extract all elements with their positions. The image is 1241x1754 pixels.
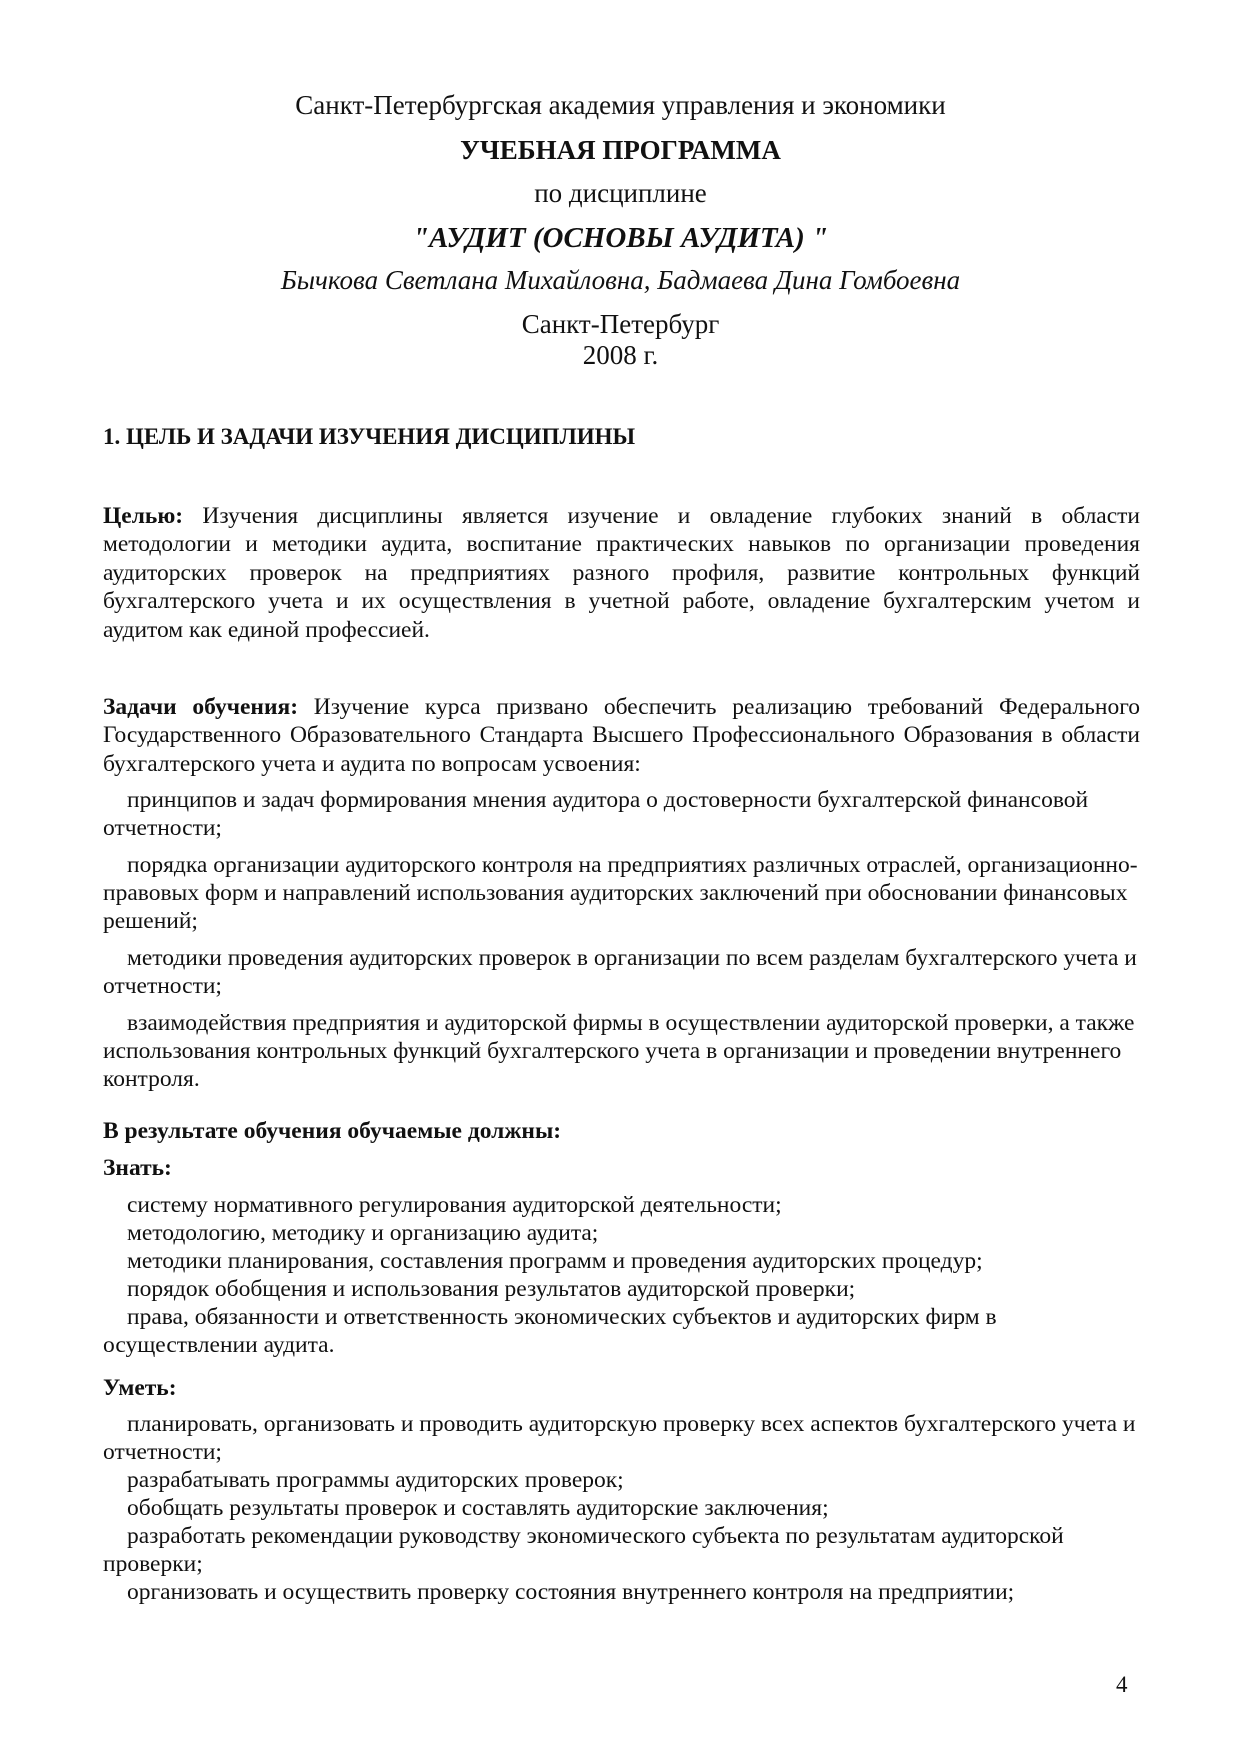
program-title: УЧЕБНАЯ ПРОГРАММА (460, 135, 781, 165)
list-item: систему нормативного регулирования аудиторской деятельности; (127, 1192, 782, 1218)
page-number: 4 (1116, 1672, 1128, 1697)
list-item: планировать, организовать и проводить аудиторскую проверку всех аспектов бухгалтерского учета и отчетности; (103, 1411, 1136, 1465)
goal-paragraph (103, 502, 1140, 644)
list-item: разработать рекомендации руководству экономического субъекта по результатам аудиторской проверки; (103, 1523, 1064, 1577)
list-item: взаимодействия предприятия и аудиторской фирмы в осуществлении аудиторской проверки, а также использования контрольных функций бухгалтерского учета в организации и проведении внутреннего контроля. (103, 1010, 1135, 1092)
institution-name: Санкт-Петербургская академия управления и экономики (295, 90, 946, 120)
section-heading: 1. ЦЕЛЬ И ЗАДАЧИ ИЗУЧЕНИЯ ДИСЦИПЛИНЫ (103, 424, 636, 449)
result-heading: В результате обучения обучаемые должны: (103, 1118, 562, 1144)
discipline-name: "АУДИТ (ОСНОВЫ АУДИТА) " (412, 222, 829, 254)
city: Санкт-Петербург (521, 309, 720, 339)
list-item: разрабатывать программы аудиторских проверок; (127, 1467, 624, 1493)
tasks-paragraph (103, 693, 1140, 778)
can-list (103, 1410, 1143, 1606)
list-item: методики планирования, составления программ и проведения аудиторских процедур; (127, 1248, 983, 1274)
list-item: порядка организации аудиторского контроля на предприятиях различных отраслей, организационно-правовых форм и направлений использования аудиторских заключений при обосновании финансовых решений; (103, 852, 1138, 934)
tasks-label: Задачи обучения: (103, 694, 299, 720)
goal-text: Изучения дисциплины является изучение и овладение глубоких знаний в области методологии и методики аудита, воспитание практических навыков по организации проведения аудиторских проверок на предприятиях разного профиля, развитие контрольных функций бухгалтерского учета и их осуществления в учетной работе, овладение бухгалтерским учетом и аудитом как единой профессией. (103, 503, 1140, 643)
list-item: принципов и задач формирования мнения аудитора о достоверности бухгалтерской финансовой отчетности; (103, 787, 1089, 841)
discipline-subtitle: по дисциплине (534, 178, 707, 208)
know-heading: Знать: (103, 1155, 172, 1181)
list-item: порядок обобщения и использования результатов аудиторской проверки; (127, 1276, 856, 1302)
list-item: методологию, методику и организацию аудита; (127, 1220, 599, 1246)
tasks-list (103, 786, 1143, 1093)
can-heading: Уметь: (103, 1375, 177, 1401)
goal-label: Целью: (103, 503, 184, 529)
authors: Бычкова Светлана Михайловна, Бадмаева Дина Гомбоевна (280, 265, 961, 295)
year: 2008 г. (582, 340, 659, 370)
know-list (103, 1191, 1143, 1359)
list-item: организовать и осуществить проверку состояния внутреннего контроля на предприятии; (127, 1579, 1015, 1605)
list-item: права, обязанности и ответственность экономических субъектов и аудиторских фирм в осуществлении аудита. (103, 1304, 997, 1358)
list-item: обобщать результаты проверок и составлять аудиторские заключения; (127, 1495, 829, 1521)
list-item: методики проведения аудиторских проверок в организации по всем разделам бухгалтерского учета и отчетности; (103, 945, 1137, 999)
tasks-text: Изучение курса призвано обеспечить реализацию требований Федерального Государственного Образовательного Стандарта Высшего Профессионального Образования в области бухгалтерского учета и аудита по вопросам усвоения: (103, 694, 1141, 777)
